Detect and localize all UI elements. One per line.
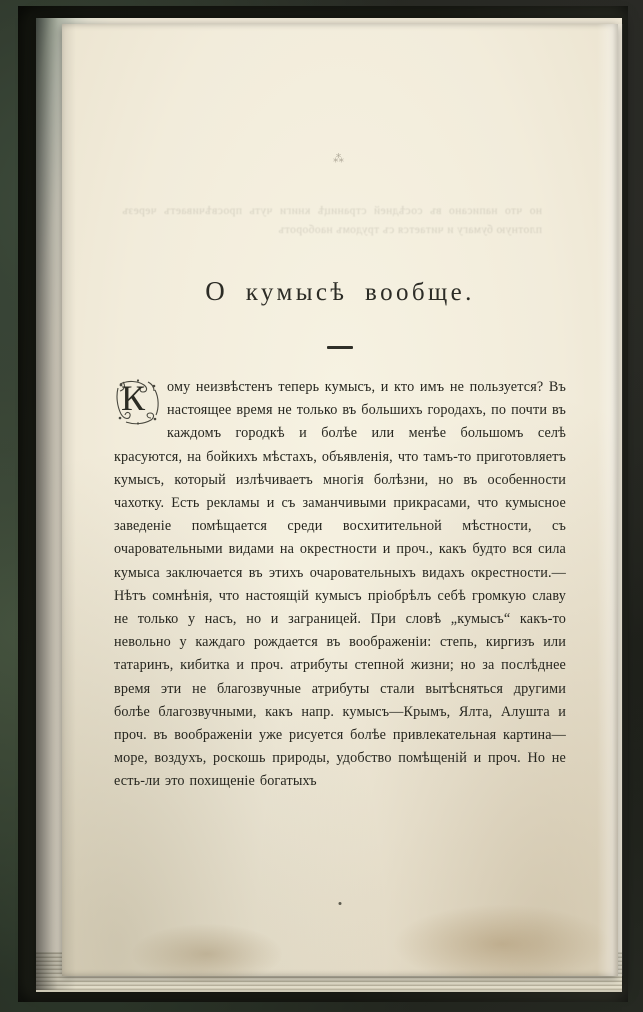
title-divider-rule [327, 346, 353, 349]
body-text-block [114, 376, 566, 794]
title-initial: О [205, 276, 229, 306]
bottom-marker [339, 902, 342, 905]
title-rest: кумысѣ вообще. [228, 279, 475, 306]
ornamental-drop-cap [114, 378, 162, 426]
drop-cap-letter: К [121, 378, 146, 418]
verso-showthrough-text: но что написано въ сосѣдней страницѣ книги чуть просвѣчиваетъ черезъ плотную бумагу и читается съ трудомъ наоборотъ [122, 205, 542, 236]
top-ornament: ⁂ [333, 153, 347, 165]
printed-page [62, 24, 618, 976]
page-title [62, 276, 618, 307]
paper-stain-right [392, 904, 612, 984]
body-paragraph: ому неизвѣстенъ теперь кумысъ, и кто имъ не пользуется? Въ настоящее время не только въ большихъ городахъ, по почти въ каждомъ городкѣ и болѣе или менѣе большомъ селѣ красуются, на бойкихъ мѣстахъ, объявленія, что тамъ-то приготовляетъ кумысъ, который излѣчиваетъ многія болѣзни, но въ особенности чахотку. Есть рекламы и съ заманчивыми прикрасами, что кумысное заведеніе помѣщается среди восхитительной мѣстности, съ очаровательными видами на окрестности и проч., какъ будто вся сила кумыса заключается въ этихъ очаровательныхъ видахъ окрестности.—Нѣтъ сомнѣнія, что настоящій кумысъ прiобрѣлъ себѣ громкую славу не только у насъ, но и заграницей. При словѣ „кумысъ“ какъ-то невольно у каждаго рождается въ воображеніи: степь, киргизъ или татаринъ, кибитка и проч. атрибуты степной жизни; но за послѣднее время эти не благозвучные атрибуты стали вытѣсняться другими болѣе благозвучными, какъ напр. кумысъ—Крымъ, Ялта, Алушта и проч. въ воображеніи уже рисуется болѣе привлекательная картина—море, воздухъ, роскошь природы, удобство помѣщеній и проч. Но не есть-ли это похищеніе богатыхъ [114, 379, 566, 790]
paper-stain-left [132, 924, 282, 984]
